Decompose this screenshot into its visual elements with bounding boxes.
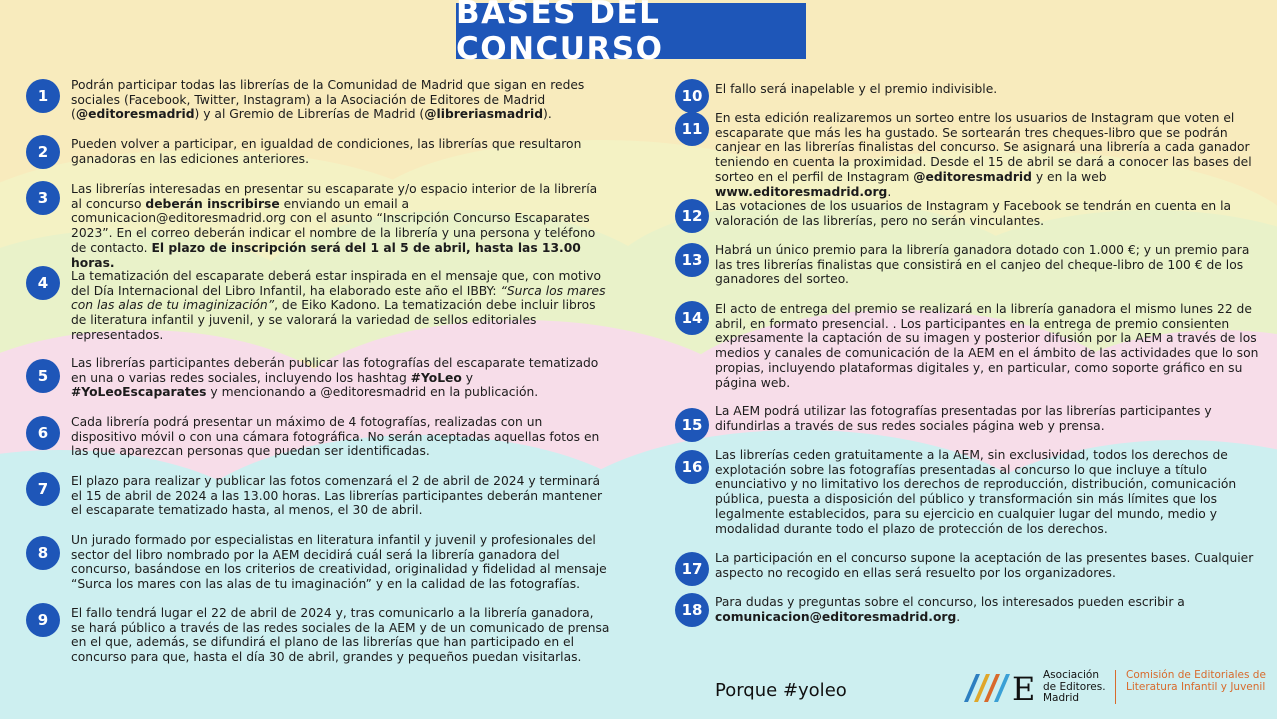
aem-logo-icon bbox=[962, 668, 1042, 704]
rule-text-segment: y bbox=[461, 370, 474, 385]
rule-text-segment: y mencionando a @editoresmadrid en la publicación. bbox=[206, 385, 539, 400]
rule-text bbox=[715, 111, 1260, 199]
rule-text bbox=[71, 356, 611, 400]
rule-number-badge: 4 bbox=[26, 266, 60, 300]
rule-text-segment: #YoLeo bbox=[410, 370, 462, 385]
rule-number-badge: 9 bbox=[26, 603, 60, 637]
rule-text bbox=[71, 533, 611, 592]
rule-text-segment: Pueden volver a participar, en igualdad de condiciones, las librerías que resultaron ganadoras en las ediciones anteriores. bbox=[71, 137, 582, 166]
rule-text-segment: deberán inscribirse bbox=[145, 196, 280, 211]
rule-text-segment: El plazo de inscripción será del 1 al 5 de abril, hasta las 13.00 horas. bbox=[71, 240, 581, 270]
rule-text-segment: comunicacion@editoresmadrid.org bbox=[715, 609, 957, 624]
rule-text-segment: ). bbox=[543, 107, 552, 122]
rule-text-segment: @editoresmadrid bbox=[913, 169, 1032, 184]
rule-text-segment: Habrá un único premio para la librería ganadora dotado con 1.000 €; y un premio para las tres librerías finalistas que consistirá en el canjeo del cheque-libro de 100 € de los ganadores del sorteo. bbox=[715, 243, 1250, 287]
rule-text-segment: Cada librería podrá presentar un máximo de 4 fotografías, realizadas con un dispositivo móvil o con una cámara fotográfica. No serán aceptadas aquellas fotos en las que aparezcan personas que puedan ser identificadas. bbox=[71, 415, 600, 459]
rule-number-badge: 5 bbox=[26, 359, 60, 393]
rule-text-segment: En esta edición realizaremos un sorteo entre los usuarios de Instagram que voten el escaparate que más les ha gustado. Se sortearán tres cheques-libro que se podrán canjear en las librerías finalistas del concurso. Se asignará una librería a cada ganador teniendo en cuenta la proximidad. Desde el 15 de abril se dará a conocer las bases del sorteo en el perfil de Instagram bbox=[715, 111, 1252, 184]
rule-text bbox=[71, 474, 611, 518]
rule-text-segment: Las librerías ceden gratuitamente a la AEM, sin exclusividad, todos los derechos de explotación sobre las fotografías presentadas al concurso lo que incluye a título enunciativo y no limitativo los derechos de reproducción, distribución, comunicación pública, puesta a disposición del público y transformación sin más límites que los legalmente establecidos, para su ejercicio en cualquier lugar del mundo, medio y modalidad durante todo el plazo de protección de los derechos. bbox=[715, 448, 1237, 536]
rule-number-badge: 12 bbox=[675, 199, 709, 233]
rule-text bbox=[715, 82, 1260, 97]
rule-text-segment: La AEM podrá utilizar las fotografías presentadas por las librerías participantes y difundirlas a través de sus redes sociales página web y prensa. bbox=[715, 404, 1212, 433]
rule-text-segment: El plazo para realizar y publicar las fotos comenzará el 2 de abril de 2024 y terminará el 15 de abril de 2024 a las 13.00 horas. Las librerías participantes deberán mantener el escaparate tematizado hasta, al menos, el 30 de abril. bbox=[71, 474, 603, 518]
commission-logo-text: Comisión de Editoriales de Literatura Infantil y Juvenil bbox=[1126, 669, 1266, 693]
rule-text bbox=[71, 606, 611, 665]
rule-text-segment: , de Eiko Kadono. La tematización debe incluir libros de literatura infantil y juvenil, y se valorará la variedad de sellos editoriales representados. bbox=[71, 298, 596, 342]
rule-text-segment: Un jurado formado por especialistas en literatura infantil y juvenil y profesionales del sector del libro nombrado por la AEM decidirá cuál será la librería ganadora del concurso, basándose en los criterios de creatividad, originalidad y fidelidad al mensaje “Surca los mares con las alas de tu imaginación” y en la calidad de las fotografías. bbox=[71, 533, 607, 592]
rule-text bbox=[715, 595, 1260, 624]
rule-number-badge: 15 bbox=[675, 408, 709, 442]
rule-text-segment: . bbox=[887, 184, 892, 199]
rule-text bbox=[715, 302, 1260, 390]
rule-number-badge: 7 bbox=[26, 472, 60, 506]
rule-number-badge: 2 bbox=[26, 135, 60, 169]
rule-text-segment: y en la web bbox=[1031, 169, 1107, 184]
rule-text-segment: Las librerías interesadas en presentar su escaparate y/o espacio interior de la librería al concurso bbox=[71, 182, 598, 211]
rule-text-segment: . bbox=[956, 609, 961, 624]
rule-number-badge: 16 bbox=[675, 450, 709, 484]
rule-text-segment: El fallo será inapelable y el premio indivisible. bbox=[715, 82, 998, 96]
logo-separator bbox=[1115, 670, 1116, 704]
rule-text bbox=[71, 78, 611, 122]
rule-text-segment: @libreriasmadrid bbox=[424, 107, 544, 122]
rule-number-badge: 10 bbox=[675, 79, 709, 113]
rule-text bbox=[71, 415, 611, 459]
rule-text bbox=[715, 551, 1260, 580]
page-title: BASES DEL CONCURSO bbox=[456, 3, 806, 59]
rule-number-badge: 11 bbox=[675, 112, 709, 146]
rule-text-segment: #YoLeoEscaparates bbox=[71, 385, 207, 400]
rule-text-segment: La participación en el concurso supone la aceptación de las presentes bases. Cualquier aspecto no recogido en ellas será resuelto por los organizadores. bbox=[715, 551, 1254, 580]
aem-logo-text: Asociación de Editores. Madrid bbox=[1043, 669, 1106, 704]
rule-text-segment: www.editoresmadrid.org bbox=[715, 184, 888, 199]
footer-tagline: Porque #yoleo bbox=[715, 680, 847, 701]
rule-text bbox=[715, 199, 1260, 228]
rule-text bbox=[715, 404, 1260, 433]
rule-number-badge: 17 bbox=[675, 552, 709, 586]
rule-number-badge: 13 bbox=[675, 243, 709, 277]
rule-text-segment: Las librerías participantes deberán publicar las fotografías del escaparate tematizado en una o varias redes sociales, incluyendo los hashtag bbox=[71, 356, 599, 385]
rule-text bbox=[71, 182, 611, 270]
rule-text bbox=[71, 269, 611, 343]
rule-text-segment: El acto de entrega del premio se realizará en la librería ganadora el mismo lunes 22 de abril, en formato presencial. . Los participantes en la entrega de premio consienten expresamente la captación de su imagen y posterior difusión por la AEM a través de los medios y canales de comunicación de la AEM en el ámbito de las actividades que lo son propias, incluyendo plataformas digitales y, en particular, como soporte gráfico en su página web. bbox=[715, 302, 1259, 390]
rule-text bbox=[715, 448, 1260, 536]
rule-number-badge: 1 bbox=[26, 79, 60, 113]
rule-text-segment: El fallo tendrá lugar el 22 de abril de 2024 y, tras comunicarlo a la librería ganadora, se hará público a través de las redes sociales de la AEM y de un comunicado de prensa en el que, además, se difundirá el plano de las librerías que han participado en el concurso para que, hasta el día 30 de abril, grandes y pequeños puedan visitarlas. bbox=[71, 606, 610, 665]
rule-text bbox=[715, 243, 1260, 287]
rule-text-segment: Podrán participar todas las librerías de la Comunidad de Madrid que sigan en redes sociales (Facebook, Twitter, Instagram) a la Asociación de Editores de Madrid ( bbox=[71, 78, 585, 122]
rule-text-segment: @editoresmadrid bbox=[75, 107, 195, 122]
rule-text-segment: enviando un email a comunicacion@editoresmadrid.org con el asunto “Inscripción Concurso Escaparates 2023”. En el correo deberán indicar el nombre de la librería y una persona y teléfono de contacto. bbox=[71, 196, 596, 255]
rule-number-badge: 8 bbox=[26, 536, 60, 570]
svg-text:E: E bbox=[1012, 670, 1036, 704]
rule-text-segment: Para dudas y preguntas sobre el concurso, los interesados pueden escribir a bbox=[715, 595, 1185, 609]
rule-text-segment: “Surca los mares con las alas de tu imaginización” bbox=[71, 283, 606, 313]
rule-number-badge: 18 bbox=[675, 593, 709, 627]
rule-text bbox=[71, 137, 611, 166]
rule-number-badge: 6 bbox=[26, 416, 60, 450]
rule-number-badge: 3 bbox=[26, 181, 60, 215]
rule-number-badge: 14 bbox=[675, 301, 709, 335]
rule-text-segment: Las votaciones de los usuarios de Instagram y Facebook se tendrán en cuenta en la valoración de las librerías, pero no serán vinculantes. bbox=[715, 199, 1232, 228]
rule-text-segment: ) y al Gremio de Librerías de Madrid ( bbox=[194, 107, 425, 122]
rule-text-segment: La tematización del escaparate deberá estar inspirada en el mensaje que, con motivo del Día Internacional del Libro Infantil, ha elaborado este año el IBBY: bbox=[71, 269, 602, 298]
